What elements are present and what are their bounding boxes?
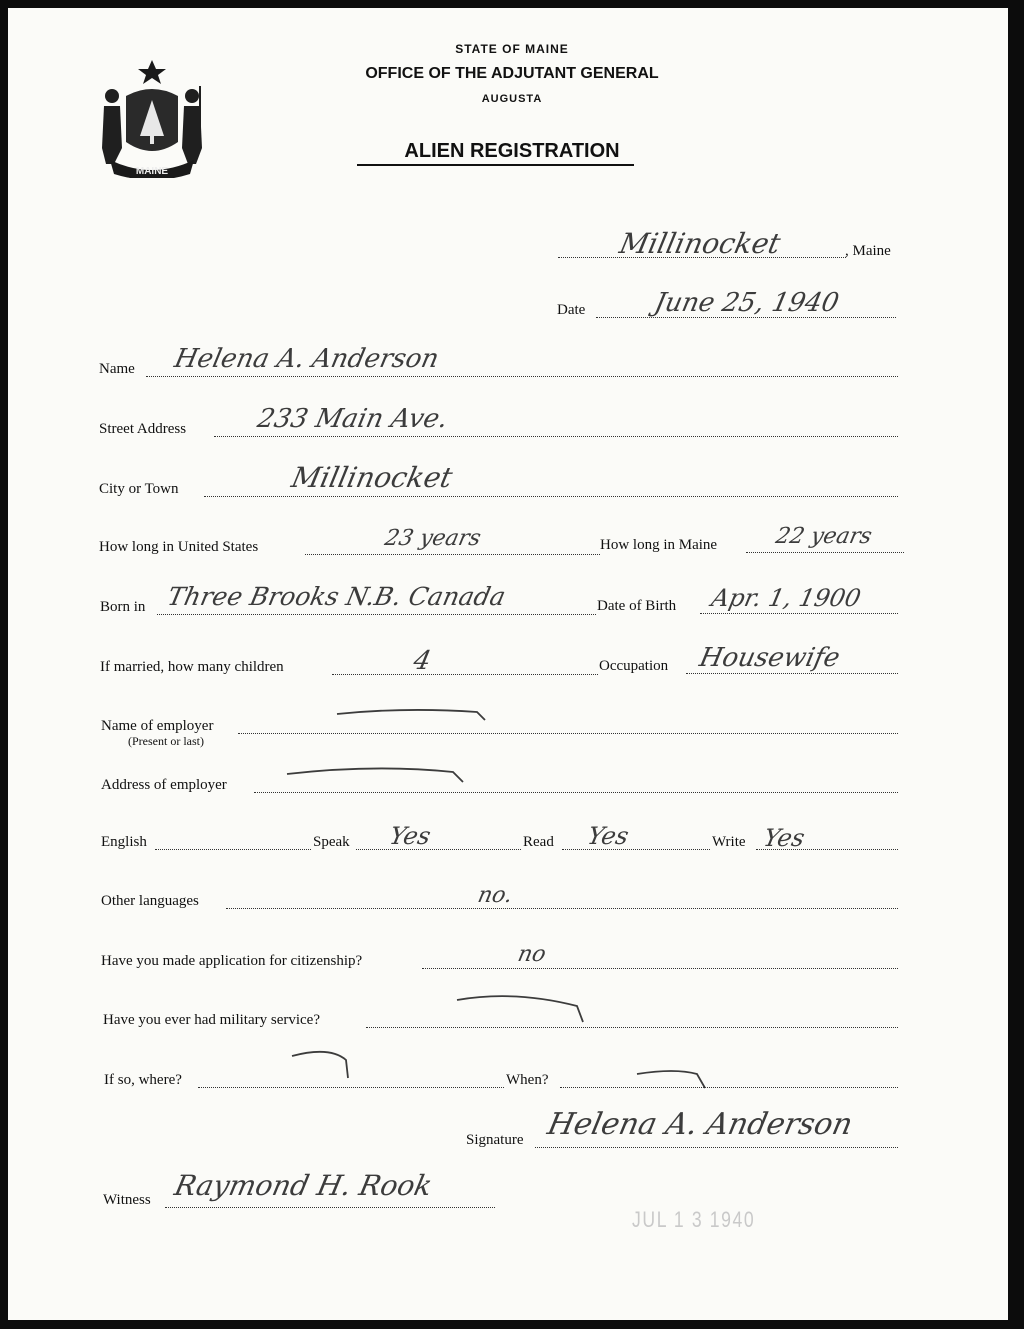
- employer-address-dash-mark: [285, 764, 475, 786]
- city-entry: Millinocket: [288, 461, 456, 494]
- speak-label: Speak: [313, 834, 350, 850]
- title-underline: [357, 164, 634, 166]
- employer-address-line: [254, 792, 898, 793]
- military-line: [366, 1027, 898, 1028]
- citizenship-entry: no: [515, 942, 549, 967]
- maine-label: , Maine: [845, 243, 891, 259]
- witness-label: Witness: [103, 1192, 151, 1208]
- when-label: When?: [506, 1072, 549, 1088]
- write-entry: Yes: [761, 824, 808, 852]
- header-city: AUGUSTA: [481, 93, 543, 105]
- english-label: English: [101, 834, 147, 850]
- military-dash-mark: [455, 992, 595, 1026]
- other-languages-line: [226, 908, 898, 909]
- years-maine-label: How long in Maine: [600, 537, 718, 553]
- signature-label: Signature: [466, 1132, 524, 1148]
- years-maine-entry: 22 years: [773, 524, 875, 549]
- speak-line: [356, 849, 521, 850]
- signature-line: [535, 1147, 898, 1148]
- citizenship-line: [422, 968, 898, 969]
- employer-address-label: Address of employer: [101, 777, 227, 793]
- write-label: Write: [712, 834, 746, 850]
- occupation-line: [686, 673, 898, 674]
- signature-entry: Helena A. Anderson: [544, 1107, 856, 1142]
- dob-entry: Apr. 1, 1900: [709, 584, 864, 612]
- header-state: STATE OF MAINE: [455, 42, 569, 56]
- employer-name-label: Name of employer: [101, 718, 214, 734]
- children-label: If married, how many children: [100, 659, 284, 675]
- city-label: City or Town: [99, 481, 179, 497]
- occupation-entry: Housewife: [696, 643, 843, 673]
- date-entry: June 25, 1940: [651, 288, 842, 318]
- city-line: [204, 496, 898, 497]
- when-line: [560, 1087, 898, 1088]
- children-entry: 4: [410, 646, 434, 676]
- name-label: Name: [99, 361, 135, 377]
- where-dash-mark: [290, 1046, 360, 1086]
- read-entry: Yes: [585, 822, 632, 850]
- name-entry: Helena A. Anderson: [171, 344, 442, 374]
- street-label: Street Address: [99, 421, 187, 437]
- street-line: [214, 436, 898, 437]
- other-languages-label: Other languages: [101, 893, 199, 909]
- citizenship-label: Have you made application for citizenship?: [101, 953, 363, 969]
- dob-line: [700, 613, 898, 614]
- town-entry: Millinocket: [616, 227, 784, 260]
- where-line: [198, 1087, 504, 1088]
- years-maine-line: [746, 552, 904, 553]
- date-label: Date: [557, 302, 586, 318]
- years-us-line: [305, 554, 600, 555]
- born-in-line: [157, 614, 596, 615]
- other-languages-entry: no.: [475, 883, 515, 908]
- received-stamp: JUL 1 3 1940: [632, 1207, 756, 1232]
- name-line: [146, 376, 898, 377]
- witness-entry: Raymond H. Rook: [171, 1169, 436, 1202]
- dob-label: Date of Birth: [597, 598, 677, 614]
- children-line: [332, 674, 598, 675]
- employer-name-dash-mark: [335, 704, 495, 724]
- born-in-label: Born in: [100, 599, 146, 615]
- witness-line: [165, 1207, 495, 1208]
- born-in-entry: Three Brooks N.B. Canada: [164, 582, 509, 611]
- employer-name-line: [238, 733, 898, 734]
- occupation-label: Occupation: [599, 658, 669, 674]
- military-label: Have you ever had military service?: [103, 1012, 320, 1028]
- read-label: Read: [523, 834, 554, 850]
- header-office: OFFICE OF THE ADJUTANT GENERAL: [365, 65, 659, 82]
- english-line: [155, 849, 311, 850]
- when-dash-mark: [635, 1066, 715, 1092]
- form-title: ALIEN REGISTRATION: [404, 140, 620, 162]
- svg-text:MAINE: MAINE: [135, 166, 169, 177]
- speak-entry: Yes: [387, 822, 434, 850]
- years-us-entry: 23 years: [382, 526, 484, 551]
- employer-note: (Present or last): [128, 734, 204, 748]
- where-label: If so, where?: [104, 1072, 182, 1088]
- years-us-label: How long in United States: [99, 539, 259, 555]
- street-entry: 233 Main Ave.: [254, 404, 451, 434]
